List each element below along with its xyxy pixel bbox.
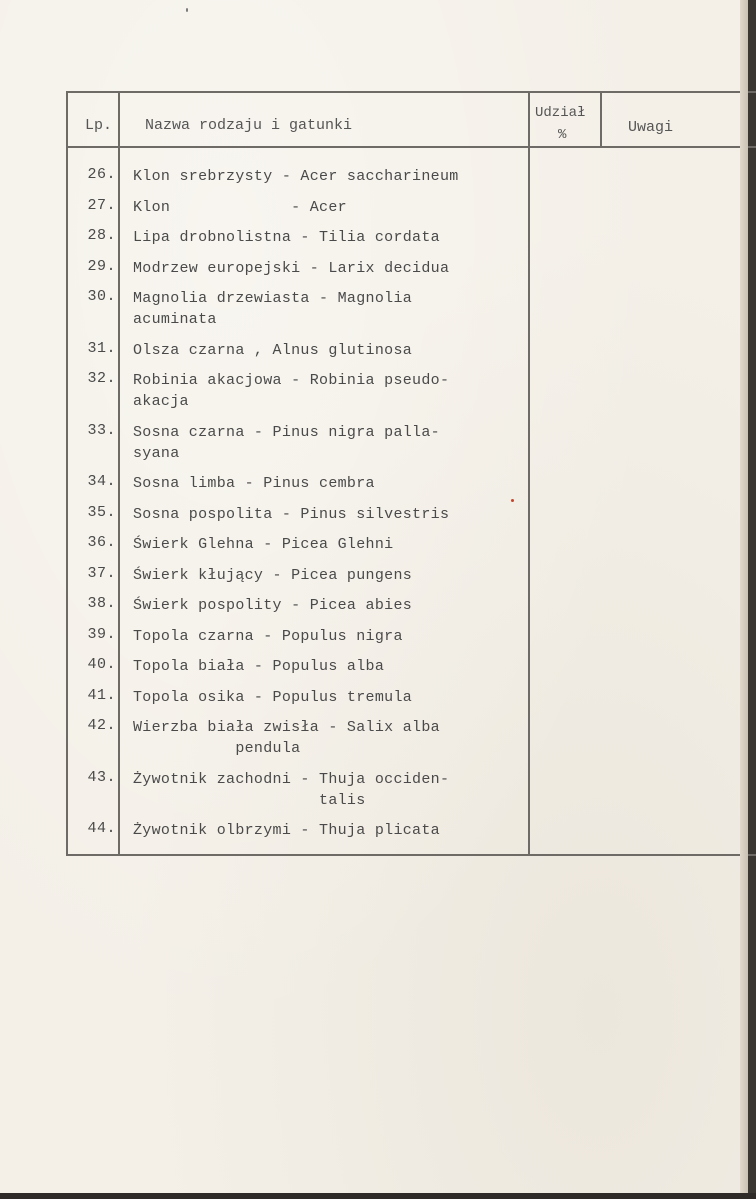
- species-name: [133, 288, 523, 330]
- species-name-line: Topola biała - Populus alba: [133, 658, 385, 675]
- row-number: 27.: [87, 197, 116, 214]
- row-number: 36.: [87, 534, 116, 551]
- species-name: [133, 370, 523, 412]
- species-name-line: Klon srebrzysty - Acer saccharineum: [133, 168, 459, 185]
- species-name-line: Olsza czarna , Alnus glutinosa: [133, 342, 413, 359]
- species-name-line: Topola osika - Populus tremula: [133, 689, 413, 706]
- header-name: Nazwa rodzaju i gatunki: [145, 117, 353, 134]
- species-name-line: Sosna czarna - Pinus nigra palla-: [133, 424, 440, 441]
- species-name-line: talis: [133, 792, 366, 809]
- species-name: [133, 340, 523, 361]
- page-edge: [740, 0, 748, 1193]
- species-name-line: Świerk kłujący - Picea pungens: [133, 567, 413, 584]
- column-divider: [118, 91, 120, 856]
- row-number: 33.: [87, 422, 116, 439]
- species-name-line: Topola czarna - Populus nigra: [133, 628, 403, 645]
- row-number: 28.: [87, 227, 116, 244]
- species-name-line: Żywotnik zachodni - Thuja occiden-: [133, 771, 450, 788]
- row-number: 41.: [87, 687, 116, 704]
- species-name: [133, 717, 523, 759]
- species-name: [133, 258, 523, 279]
- row-number: 35.: [87, 504, 116, 521]
- row-number: 31.: [87, 340, 116, 357]
- row-number: 44.: [87, 820, 116, 837]
- species-name: [133, 197, 523, 218]
- species-name-line: syana: [133, 445, 180, 462]
- species-name-line: Robinia akacjowa - Robinia pseudo-: [133, 372, 450, 389]
- row-number: 29.: [87, 258, 116, 275]
- species-name: [133, 422, 523, 464]
- species-name-line: Lipa drobnolistna - Tilia cordata: [133, 229, 440, 246]
- row-number: 37.: [87, 565, 116, 582]
- species-name-line: Modrzew europejski - Larix decidua: [133, 260, 450, 277]
- ink-speck: [186, 8, 188, 12]
- species-name: [133, 473, 523, 494]
- species-name-line: acuminata: [133, 311, 217, 328]
- species-name-line: Żywotnik olbrzymi - Thuja plicata: [133, 822, 440, 839]
- column-divider: [528, 91, 530, 856]
- species-name: [133, 565, 523, 586]
- species-name-line: Sosna limba - Pinus cembra: [133, 475, 375, 492]
- header-lp: Lp.: [85, 117, 113, 134]
- species-name-line: Wierzba biała zwisła - Salix alba: [133, 719, 440, 736]
- species-name: [133, 626, 523, 647]
- header-share: Udział: [535, 105, 586, 121]
- species-name: [133, 504, 523, 525]
- species-name: [133, 687, 523, 708]
- species-name: [133, 227, 523, 248]
- species-name: [133, 166, 523, 187]
- column-divider: [600, 91, 602, 148]
- header-share-unit: %: [558, 127, 567, 143]
- row-number: 39.: [87, 626, 116, 643]
- species-name: [133, 534, 523, 555]
- species-name-line: pendula: [133, 740, 301, 757]
- row-number: 38.: [87, 595, 116, 612]
- row-number: 32.: [87, 370, 116, 387]
- species-name-line: Świerk Glehna - Picea Glehni: [133, 536, 394, 553]
- species-name: [133, 595, 523, 616]
- species-name: [133, 820, 523, 841]
- row-number: 30.: [87, 288, 116, 305]
- species-name-line: Świerk pospolity - Picea abies: [133, 597, 413, 614]
- species-table: [66, 91, 756, 856]
- species-name-line: akacja: [133, 393, 189, 410]
- row-number: 26.: [87, 166, 116, 183]
- header-notes: Uwagi: [628, 119, 674, 136]
- row-number: 43.: [87, 769, 116, 786]
- species-name: [133, 656, 523, 677]
- species-name-line: Sosna pospolita - Pinus silvestris: [133, 506, 450, 523]
- species-name-line: Klon - Acer: [133, 199, 347, 216]
- row-number: 34.: [87, 473, 116, 490]
- species-name-line: Magnolia drzewiasta - Magnolia: [133, 290, 413, 307]
- row-number: 40.: [87, 656, 116, 673]
- header-divider: [68, 146, 756, 148]
- scan-border: [0, 1193, 756, 1199]
- row-number: 42.: [87, 717, 116, 734]
- species-name: [133, 769, 523, 811]
